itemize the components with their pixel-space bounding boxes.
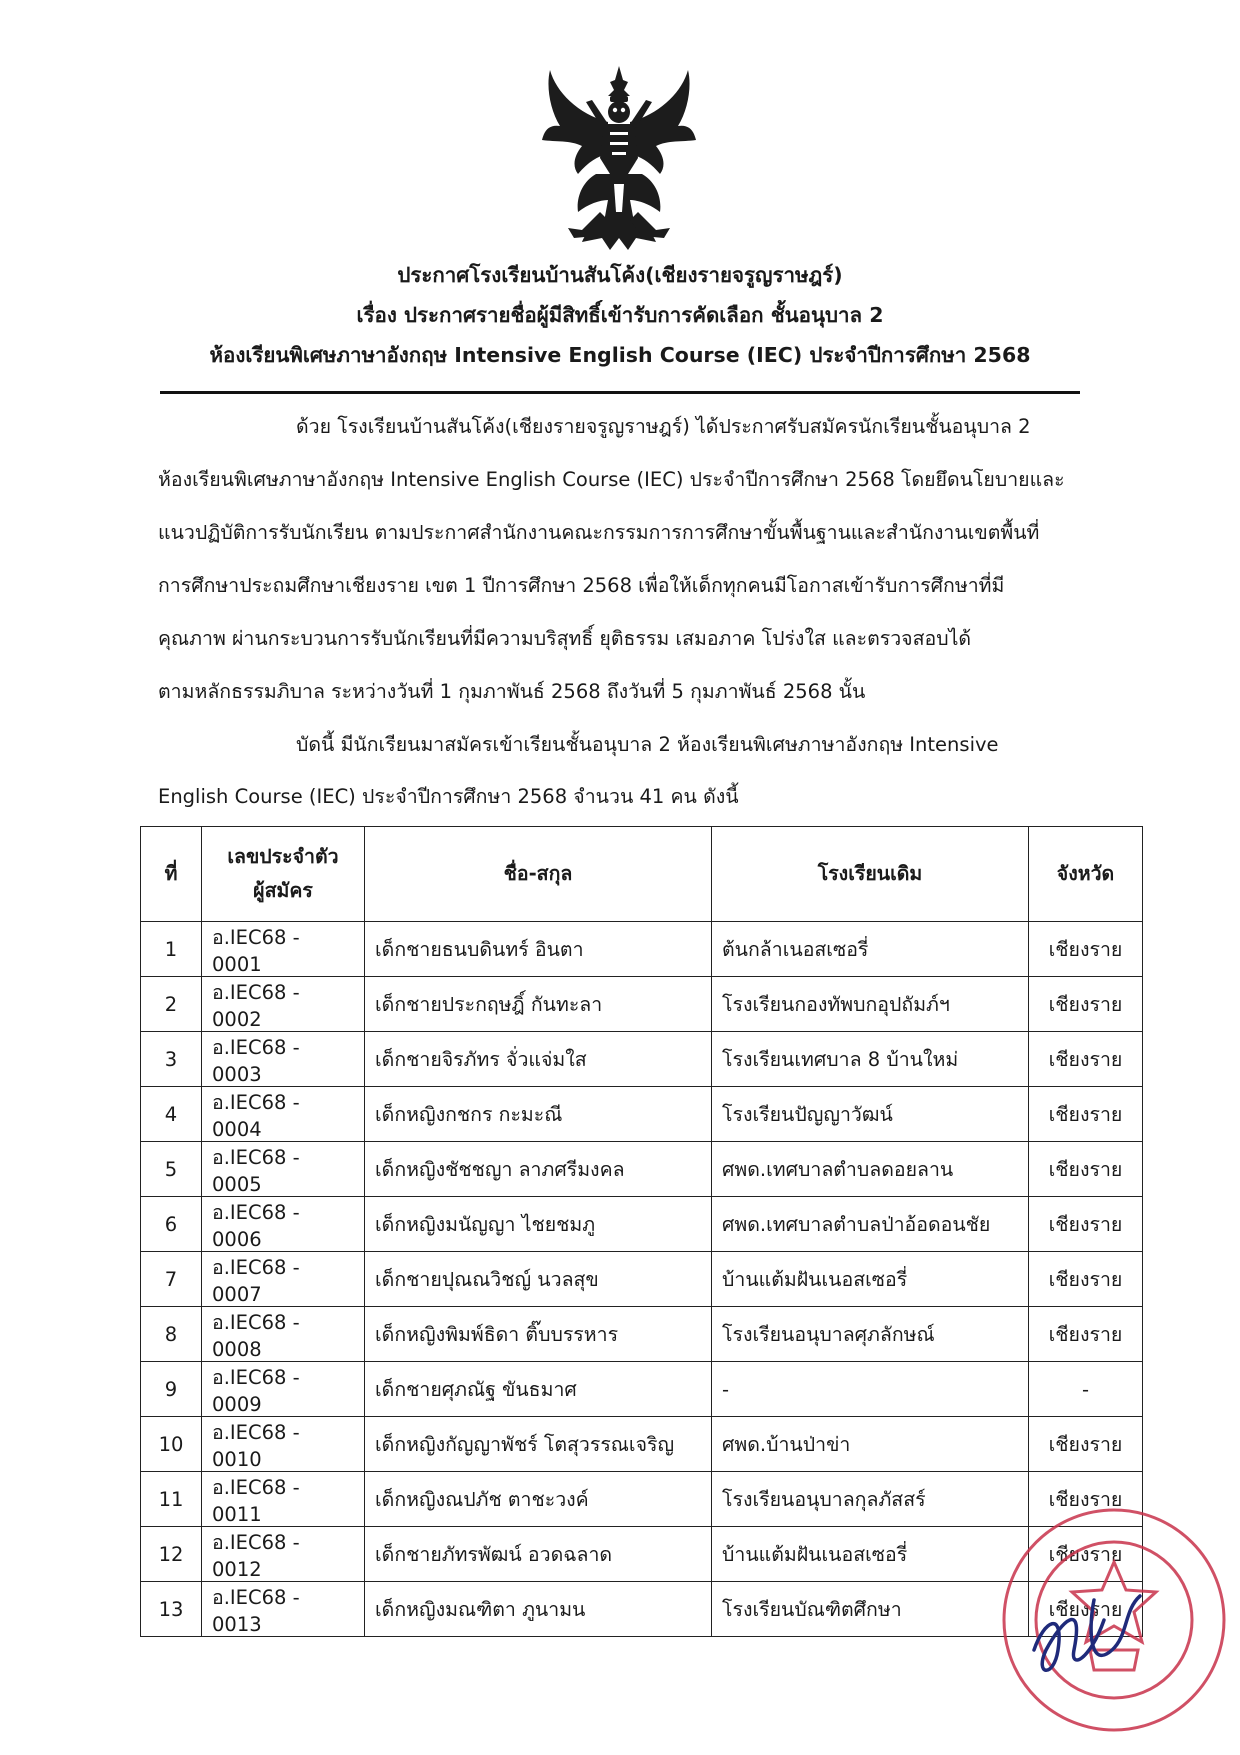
table-row (141, 977, 1143, 1032)
cell-no: 3 (141, 1032, 202, 1087)
header-id-line-1: เลขประจำตัว (227, 845, 339, 868)
cell-school: - (712, 1362, 1029, 1417)
table-row (141, 1527, 1143, 1582)
cell-school: โรงเรียนอนุบาลศุภลักษณ์ (712, 1307, 1029, 1362)
intro-line: ด้วย โรงเรียนบ้านสันโค้ง(เชียงรายจรูญราษฎร์) ได้ประกาศรับสมัครนักเรียนชั้นอนุบาล 2 (296, 415, 1031, 438)
garuda-emblem (538, 62, 700, 258)
header-applicant-id (202, 827, 365, 922)
applicants-line: บัดนี้ มีนักเรียนมาสมัครเข้าเรียนชั้นอนุบาล 2 ห้องเรียนพิเศษภาษาอังกฤษ Intensive (296, 733, 999, 756)
applicants-line: English Course (IEC) ประจำปีการศึกษา 2568 จำนวน 41 คน ดังนี้ (158, 785, 739, 808)
cell-school: ศพด.เทศบาลตำบลป่าอ้อดอนชัย (712, 1197, 1029, 1252)
cell-applicant-id: อ.IEC68 - 0010 (202, 1417, 365, 1472)
cell-no: 4 (141, 1087, 202, 1142)
cell-name: เด็กชายศุภณัฐ ขันธมาศ (365, 1362, 712, 1417)
cell-no: 11 (141, 1472, 202, 1527)
cell-school: โรงเรียนเทศบาล 8 บ้านใหม่ (712, 1032, 1029, 1087)
cell-applicant-id: อ.IEC68 - 0001 (202, 922, 365, 977)
cell-name: เด็กหญิงมณฑิตา ภูนามน (365, 1582, 712, 1637)
cell-applicant-id: อ.IEC68 - 0011 (202, 1472, 365, 1527)
cell-school: โรงเรียนอนุบาลกุลภัสสร์ (712, 1472, 1029, 1527)
cell-name: เด็กหญิงมนัญญา ไชยชมภู (365, 1197, 712, 1252)
cell-applicant-id: อ.IEC68 - 0007 (202, 1252, 365, 1307)
cell-applicant-id: อ.IEC68 - 0008 (202, 1307, 365, 1362)
cell-no: 6 (141, 1197, 202, 1252)
cell-applicant-id: อ.IEC68 - 0006 (202, 1197, 365, 1252)
cell-province: เชียงราย (1029, 1417, 1143, 1472)
cell-no: 12 (141, 1527, 202, 1582)
school-seal-stamp (994, 1500, 1234, 1740)
cell-province: เชียงราย (1029, 1087, 1143, 1142)
header-province: จังหวัด (1029, 827, 1143, 922)
header-name: ชื่อ-สกุล (365, 827, 712, 922)
intro-line: แนวปฏิบัติการรับนักเรียน ตามประกาศสำนักงานคณะกรรมการการศึกษาขั้นพื้นฐานและสำนักงานเขตพื้นที่ (158, 521, 1040, 544)
header-id-line-2: ผู้สมัคร (253, 879, 313, 902)
table-row (141, 1197, 1143, 1252)
cell-province: เชียงราย (1029, 1142, 1143, 1197)
cell-applicant-id: อ.IEC68 - 0009 (202, 1362, 365, 1417)
cell-school: บ้านแต้มฝันเนอสเซอรี่ (712, 1252, 1029, 1307)
table-row (141, 1252, 1143, 1307)
table-row (141, 1362, 1143, 1417)
cell-province: เชียงราย (1029, 922, 1143, 977)
cell-school: ศพด.เทศบาลตำบลดอยลาน (712, 1142, 1029, 1197)
heading-line-2: เรื่อง ประกาศรายชื่อผู้มีสิทธิ์เข้ารับการคัดเลือก ชั้นอนุบาล 2 (356, 303, 884, 327)
header-school: โรงเรียนเดิม (712, 827, 1029, 922)
table-row (141, 1142, 1143, 1197)
cell-province: - (1029, 1362, 1143, 1417)
cell-province: เชียงราย (1029, 1472, 1143, 1527)
heading-divider (160, 391, 1080, 394)
cell-applicant-id: อ.IEC68 - 0002 (202, 977, 365, 1032)
cell-school: ต้นกล้าเนอสเซอรี่ (712, 922, 1029, 977)
cell-no: 7 (141, 1252, 202, 1307)
table-row (141, 1417, 1143, 1472)
cell-applicant-id: อ.IEC68 - 0013 (202, 1582, 365, 1637)
cell-name: เด็กหญิงพิมพ์ธิดา ติ๊บบรรหาร (365, 1307, 712, 1362)
table-row (141, 1032, 1143, 1087)
cell-school: โรงเรียนกองทัพบกอุปถัมภ์ฯ (712, 977, 1029, 1032)
cell-name: เด็กหญิงกชกร กะมะณี (365, 1087, 712, 1142)
announcement-heading (140, 255, 1100, 375)
header-no: ที่ (141, 827, 202, 922)
heading-line-1: ประกาศโรงเรียนบ้านสันโค้ง(เชียงรายจรูญราษฎร์) (397, 263, 843, 287)
cell-name: เด็กหญิงกัญญาพัชร์ โตสุวรรณเจริญ (365, 1417, 712, 1472)
cell-province: เชียงราย (1029, 977, 1143, 1032)
cell-applicant-id: อ.IEC68 - 0012 (202, 1527, 365, 1582)
cell-name: เด็กชายภัทรพัฒน์ อวดฉลาด (365, 1527, 712, 1582)
intro-line: การศึกษาประถมศึกษาเชียงราย เขต 1 ปีการศึกษา 2568 เพื่อให้เด็กทุกคนมีโอกาสเข้ารับการศึกษาที่มี (158, 574, 1005, 597)
cell-province: เชียงราย (1029, 1527, 1143, 1582)
cell-name: เด็กชายจิรภัทร จั่วแจ่มใส (365, 1032, 712, 1087)
intro-line: ตามหลักธรรมภิบาล ระหว่างวันที่ 1 กุมภาพันธ์ 2568 ถึงวันที่ 5 กุมภาพันธ์ 2568 นั้น (158, 680, 866, 703)
cell-name: เด็กชายธนบดินทร์ อินตา (365, 922, 712, 977)
cell-no: 5 (141, 1142, 202, 1197)
cell-applicant-id: อ.IEC68 - 0004 (202, 1087, 365, 1142)
cell-name: เด็กชายปุณณวิชญ์ นวลสุข (365, 1252, 712, 1307)
cell-no: 8 (141, 1307, 202, 1362)
cell-no: 10 (141, 1417, 202, 1472)
cell-name: เด็กชายประกฤษฎิ์ กันทะลา (365, 977, 712, 1032)
cell-applicant-id: อ.IEC68 - 0005 (202, 1142, 365, 1197)
cell-province: เชียงราย (1029, 1032, 1143, 1087)
table-row (141, 1472, 1143, 1527)
applicants-table (140, 826, 1143, 1637)
table-row (141, 922, 1143, 977)
table-row (141, 1087, 1143, 1142)
table-row (141, 1307, 1143, 1362)
cell-school: โรงเรียนบัณฑิตศึกษา (712, 1582, 1029, 1637)
cell-school: โรงเรียนปัญญาวัฒน์ (712, 1087, 1029, 1142)
cell-province: เชียงราย (1029, 1307, 1143, 1362)
cell-name: เด็กหญิงณปภัช ตาชะวงค์ (365, 1472, 712, 1527)
table-row (141, 1582, 1143, 1637)
table-header-row (141, 827, 1143, 922)
heading-line-3: ห้องเรียนพิเศษภาษาอังกฤษ Intensive English Course (IEC) ประจำปีการศึกษา 2568 (209, 343, 1031, 367)
cell-school: บ้านแต้มฝันเนอสเซอรี่ (712, 1527, 1029, 1582)
cell-no: 2 (141, 977, 202, 1032)
cell-province: เชียงราย (1029, 1252, 1143, 1307)
cell-province: เชียงราย (1029, 1197, 1143, 1252)
cell-no: 9 (141, 1362, 202, 1417)
cell-name: เด็กหญิงชัชชญา ลาภศรีมงคล (365, 1142, 712, 1197)
intro-line: คุณภาพ ผ่านกระบวนการรับนักเรียนที่มีความบริสุทธิ์ ยุติธรรม เสมอภาค โปร่งใส และตรวจสอบได้ (158, 627, 972, 650)
cell-applicant-id: อ.IEC68 - 0003 (202, 1032, 365, 1087)
cell-school: ศพด.บ้านป่าข่า (712, 1417, 1029, 1472)
cell-no: 13 (141, 1582, 202, 1637)
intro-line: ห้องเรียนพิเศษภาษาอังกฤษ Intensive English Course (IEC) ประจำปีการศึกษา 2568 โดยยึดนโยบายและ (158, 468, 1065, 491)
cell-province: เชียงราย (1029, 1582, 1143, 1637)
cell-no: 1 (141, 922, 202, 977)
